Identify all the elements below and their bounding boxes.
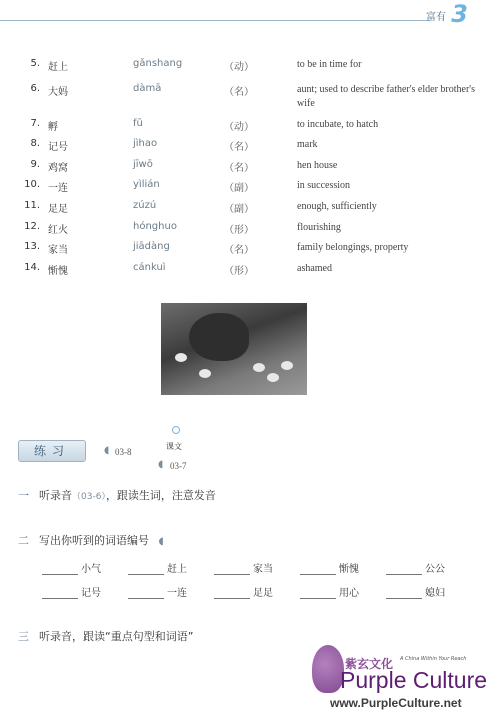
- vocab-hanzi: 家当: [48, 245, 68, 256]
- vocab-row: [0, 118, 500, 138]
- audio-track-2: 03-7: [170, 461, 187, 471]
- vocab-row: [0, 241, 500, 261]
- audio-code: （03-6）: [72, 492, 106, 502]
- audio-icon[interactable]: ◖: [158, 459, 164, 470]
- chick-shape: [267, 373, 279, 382]
- fill-blank[interactable]: 足足: [214, 584, 273, 599]
- vocab-row: [0, 159, 500, 179]
- vocab-english: enough, sufficiently: [297, 201, 377, 212]
- vocab-english: to be in time for: [297, 59, 362, 70]
- vocab-num: 5.: [30, 58, 40, 69]
- vocab-pos: （动）: [224, 122, 254, 133]
- vocab-english: aunt; used to describe father's elder brother's wife: [297, 84, 475, 109]
- chick-shape: [175, 353, 187, 362]
- section-text: 写出你听到的词语编号: [39, 534, 149, 547]
- fill-blank[interactable]: 惭愧: [300, 560, 359, 575]
- vocab-pos: （形）: [224, 225, 254, 236]
- audio-track-1: 03-8: [115, 447, 132, 457]
- vocab-num: 12.: [24, 221, 40, 232]
- fill-blank[interactable]: 家当: [214, 560, 273, 575]
- vocab-hanzi: 鸡窝: [48, 163, 68, 174]
- audio-icon[interactable]: ◖: [158, 536, 164, 547]
- vocab-hanzi: 大妈: [48, 87, 68, 98]
- vocab-num: 6.: [30, 83, 40, 94]
- kewen-label: 课文: [166, 442, 182, 451]
- vocab-pos: （形）: [224, 266, 254, 277]
- vocab-row: [0, 200, 500, 220]
- exercise-tab[interactable]: 练习: [18, 440, 86, 462]
- fill-blank[interactable]: 公公: [386, 560, 445, 575]
- section-number: 三: [18, 630, 29, 643]
- vocab-row: [0, 83, 500, 109]
- vocab-hanzi: 记号: [48, 142, 68, 153]
- chick-shape: [281, 361, 293, 370]
- vocab-num: 11.: [24, 200, 40, 211]
- vocab-hanzi: 红火: [48, 225, 68, 236]
- hen-and-chicks-photo: [161, 303, 307, 395]
- vocab-pos: （名）: [224, 142, 254, 153]
- vocab-hanzi: 一连: [48, 183, 68, 194]
- vocab-english: in succession: [297, 180, 351, 191]
- lesson-title: 富有: [426, 12, 446, 23]
- vocab-num: 10.: [24, 179, 40, 190]
- vocab-pinyin: hónghuo: [133, 221, 177, 232]
- audio-icon[interactable]: ◖: [104, 445, 110, 456]
- section-number: 一: [18, 489, 29, 502]
- fill-blank[interactable]: 赶上: [128, 560, 187, 575]
- chick-shape: [199, 369, 211, 378]
- hen-shape: [189, 313, 249, 361]
- vocab-hanzi: 赶上: [48, 62, 68, 73]
- fill-blank[interactable]: 小气: [42, 560, 101, 575]
- section-2: [18, 532, 164, 548]
- vocab-num: 8.: [30, 138, 40, 149]
- vocab-num: 14.: [24, 262, 40, 273]
- vocab-english: ashamed: [297, 263, 332, 274]
- section-text: 听录音，跟读“重点句型和词语”: [39, 630, 194, 643]
- vocab-pinyin: cánkuì: [133, 262, 166, 273]
- watermark-chinese: 紫玄文化: [345, 657, 394, 671]
- vocab-pinyin: gǎnshang: [133, 58, 183, 69]
- vocab-row: [0, 221, 500, 241]
- chick-shape: [253, 363, 265, 372]
- lesson-number: 3: [451, 0, 468, 28]
- vocab-pos: （副）: [224, 204, 254, 215]
- vocab-pinyin: dàmā: [133, 83, 162, 94]
- vocab-row: [0, 179, 500, 199]
- watermark-brand: Purple Culture: [340, 667, 488, 693]
- vocab-pos: （副）: [224, 183, 254, 194]
- header-rule: [0, 20, 430, 21]
- vocab-pos: （名）: [224, 163, 254, 174]
- fill-blank[interactable]: 用心: [300, 584, 359, 599]
- vocab-pinyin: jìhao: [133, 138, 158, 149]
- blank-row-1: [42, 560, 462, 576]
- watermark-url[interactable]: www.PurpleCulture.net: [330, 696, 462, 710]
- vocab-pos: （动）: [224, 62, 254, 73]
- fill-blank[interactable]: 媳妇: [386, 584, 445, 599]
- vocab-english: mark: [297, 139, 318, 150]
- vocab-english: hen house: [297, 160, 338, 171]
- vocab-pos: （名）: [224, 87, 254, 98]
- watermark-tagline: A China Within Your Reach: [400, 656, 467, 662]
- blank-row-2: [42, 584, 462, 600]
- vocab-hanzi: 惭愧: [48, 266, 68, 277]
- section-1: [18, 487, 216, 503]
- section-number: 二: [18, 534, 29, 547]
- section-text: ，跟读生词，注意发音: [105, 489, 216, 502]
- vocab-english: to incubate, to hatch: [297, 119, 379, 130]
- vocab-pinyin: fū: [133, 118, 143, 129]
- vocab-english: flourishing: [297, 222, 341, 233]
- vocab-row: [0, 58, 500, 78]
- fill-blank[interactable]: 记号: [42, 584, 101, 599]
- vocab-num: 13.: [24, 241, 40, 252]
- vocab-row: [0, 262, 500, 282]
- vocab-num: 9.: [30, 159, 40, 170]
- vocab-num: 7.: [30, 118, 40, 129]
- vocab-pinyin: yìlián: [133, 179, 160, 190]
- section-3: [18, 628, 193, 644]
- section-text: 听录音: [39, 489, 72, 502]
- vocab-hanzi: 孵: [48, 122, 58, 133]
- vocab-pos: （名）: [224, 245, 254, 256]
- vocab-pinyin: jiādàng: [133, 241, 170, 252]
- vocab-pinyin: jīwō: [133, 159, 153, 170]
- vocab-hanzi: 足足: [48, 204, 68, 215]
- vocab-pinyin: zúzú: [133, 200, 157, 211]
- vocab-row: [0, 138, 500, 158]
- cd-icon: [172, 426, 180, 434]
- fill-blank[interactable]: 一连: [128, 584, 187, 599]
- vocab-english: family belongings, property: [297, 242, 409, 253]
